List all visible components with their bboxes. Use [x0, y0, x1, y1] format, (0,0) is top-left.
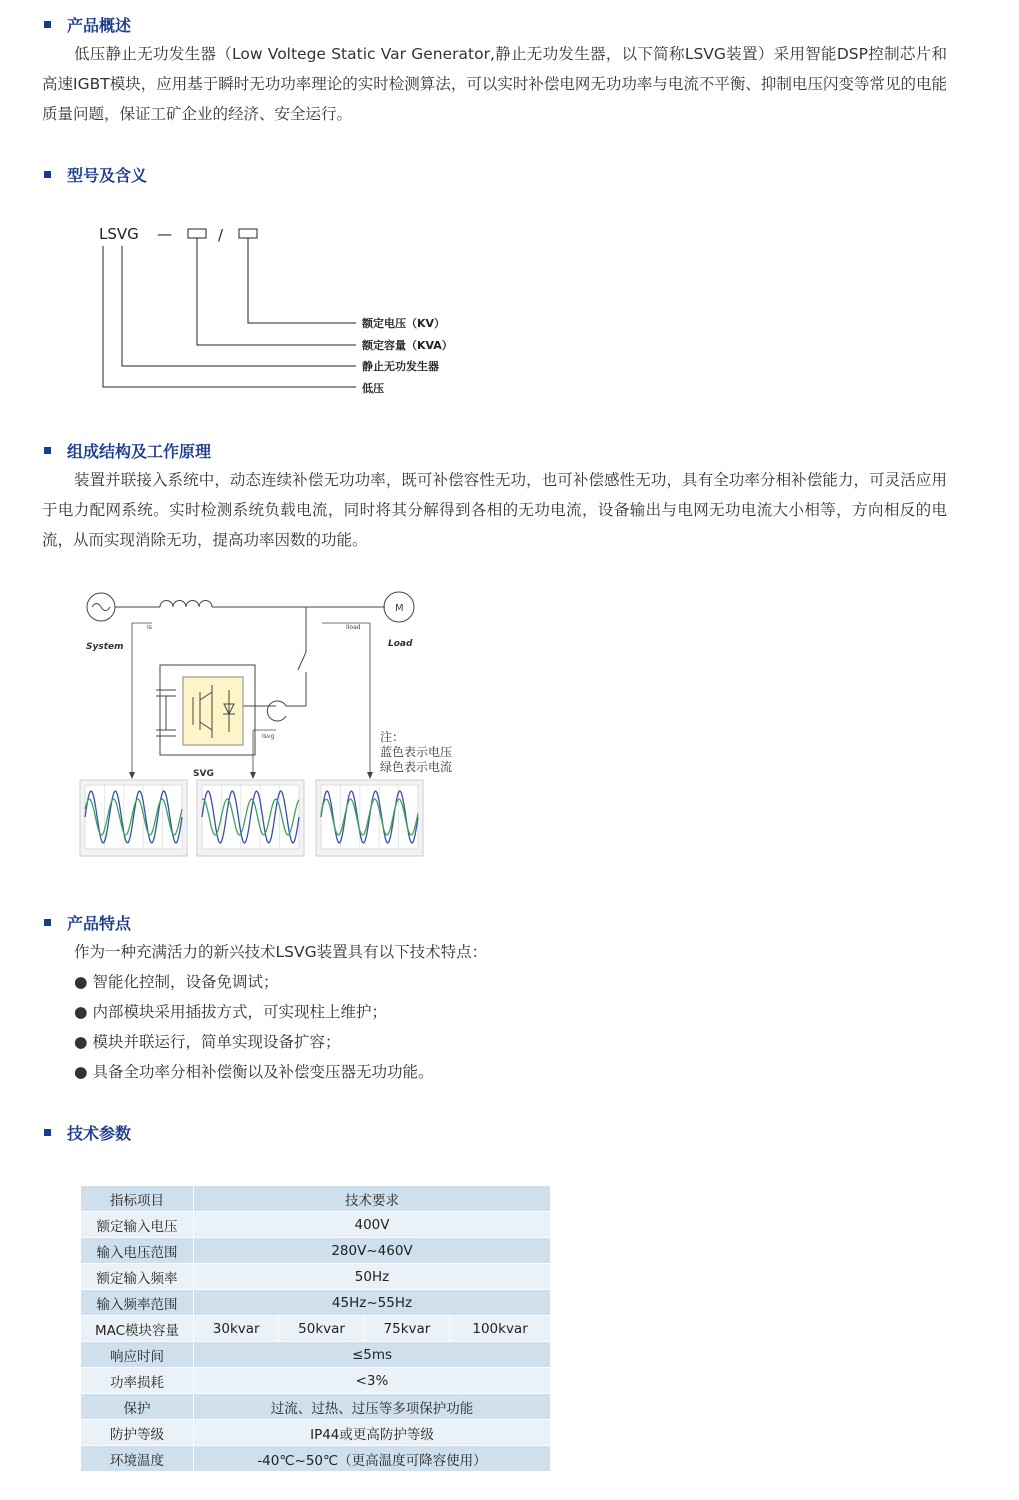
- table-value-cell: 45Hz~55Hz: [194, 1290, 551, 1316]
- section-title: 组成结构及工作原理: [67, 441, 212, 461]
- section-header-structure: [44, 438, 211, 462]
- table-value-cell: <3%: [194, 1368, 551, 1394]
- features-intro: 作为一种充满活力的新兴技术LSVG装置具有以下技术特点：: [74, 943, 488, 961]
- section-title: 技术参数: [67, 1123, 132, 1143]
- square-bullet-icon: [44, 21, 51, 28]
- table-header-row: [81, 1186, 551, 1212]
- table-value-cell: 50Hz: [194, 1264, 551, 1290]
- model-leader-lines: [103, 238, 356, 387]
- label-rated-voltage: 额定电压（KV）: [362, 317, 446, 330]
- voltage-box: [239, 229, 257, 238]
- table-key-cell: 输入电压范围: [81, 1238, 194, 1264]
- table-row: [81, 1420, 551, 1446]
- model-slash: /: [218, 226, 224, 244]
- note-voltage: 蓝色表示电压: [380, 745, 453, 759]
- iload-label: Iload: [346, 624, 361, 631]
- structure-text: 装置并联接入系统中，动态连续补偿无功功率，既可补偿容性无功，也可补偿感性无功，具有全功率分相补偿能力，可灵活应用于电力配网系统。实时检测系统负载电流，同时将其分解得到各相的无功电流，设备输出与电网无功电流大小相等，方向相反的电流，从而实现消除无功，提高功率因数的功能。: [42, 471, 947, 549]
- igbt-module-icon: [183, 677, 243, 745]
- section-title: 产品特点: [67, 913, 132, 933]
- circuit-diagram: [0, 580, 480, 865]
- motor-label: M: [395, 603, 404, 614]
- waveform-panels: [80, 780, 423, 856]
- list-item: [74, 1027, 487, 1057]
- table-value-cell: -40℃~50℃（更高温度可降容使用）: [194, 1446, 551, 1472]
- overview-text: 低压静止无功发生器（Low Voltege Static Var Generator,静止无功发生器，以下简称LSVG装置）采用智能DSP控制芯片和高速IGBT模块，应用基于瞬时无功功率理论的实时检测算法，可以实时补偿电网无功功率与电流不平衡、抑制电压闪变等常见的电能质量问题，保证工矿企业的经济、安全运行。: [42, 45, 947, 123]
- model-code-diagram: [0, 210, 520, 405]
- table-key-cell: 输入频率范围: [81, 1290, 194, 1316]
- overview-paragraph: [42, 39, 947, 129]
- table-key-cell: 额定输入频率: [81, 1264, 194, 1290]
- list-item-text: 内部模块采用插拔方式，可实现柱上维护；: [92, 1003, 387, 1021]
- bullet-icon: ●: [74, 1033, 88, 1051]
- list-item-text: 模块并联运行，简单实现设备扩容；: [92, 1033, 341, 1051]
- table-value-cell: 75kvar: [364, 1316, 449, 1342]
- table-row: [81, 1342, 551, 1368]
- capacity-box: [188, 229, 206, 238]
- table-value-cell: ≤5ms: [194, 1342, 551, 1368]
- list-item: [74, 967, 487, 997]
- table-value-cell: 400V: [194, 1212, 551, 1238]
- table-key-cell: 额定输入电压: [81, 1212, 194, 1238]
- square-bullet-icon: [44, 1129, 51, 1136]
- list-item-text: 具备全功率分相补偿衡以及补偿变压器无功功能。: [92, 1063, 434, 1081]
- table-value-cell: 100kvar: [450, 1316, 551, 1342]
- note-title: 注：: [380, 730, 405, 744]
- label-low-voltage: 低压: [362, 382, 384, 395]
- square-bullet-icon: [44, 171, 51, 178]
- table-header-cell: 技术要求: [194, 1186, 551, 1212]
- is-label: Is: [147, 624, 152, 631]
- structure-paragraph: [42, 465, 947, 555]
- bullet-icon: ●: [74, 1063, 88, 1081]
- load-label: Load: [388, 639, 413, 649]
- list-item: [74, 997, 487, 1027]
- table-row: [81, 1212, 551, 1238]
- list-item: [74, 1057, 487, 1087]
- section-header-features: [44, 910, 131, 934]
- table-value-cell: IP44或更高防护等级: [194, 1420, 551, 1446]
- table-value-cell: 280V~460V: [194, 1238, 551, 1264]
- model-dash: —: [157, 225, 172, 243]
- table-key-cell: 防护等级: [81, 1420, 194, 1446]
- system-label: System: [86, 642, 124, 652]
- table-row: [81, 1238, 551, 1264]
- table-row: [81, 1264, 551, 1290]
- bullet-icon: ●: [74, 1003, 88, 1021]
- note-current: 绿色表示电流: [380, 760, 453, 774]
- table-row: [81, 1446, 551, 1472]
- table-value-cell: 50kvar: [279, 1316, 364, 1342]
- spec-table: [80, 1185, 551, 1472]
- isvg-label: Isvg: [262, 733, 275, 740]
- inductor-icon: [160, 601, 212, 608]
- table-key-cell: 保护: [81, 1394, 194, 1420]
- section-title: 产品概述: [67, 15, 132, 35]
- table-key-cell: 功率损耗: [81, 1368, 194, 1394]
- table-row: [81, 1394, 551, 1420]
- features-list: [74, 937, 487, 1087]
- ct-sensor-icon: [267, 701, 286, 721]
- square-bullet-icon: [44, 447, 51, 454]
- bullet-icon: ●: [74, 973, 88, 991]
- table-key-cell: 响应时间: [81, 1342, 194, 1368]
- square-bullet-icon: [44, 919, 51, 926]
- table-key-cell: 环境温度: [81, 1446, 194, 1472]
- model-code: LSVG: [99, 225, 139, 243]
- section-header-model: [44, 162, 147, 186]
- table-header-cell: 指标项目: [81, 1186, 194, 1212]
- label-svg: 静止无功发生器: [362, 360, 439, 373]
- list-item-text: 智能化控制，设备免调试；: [92, 973, 279, 991]
- table-key-cell: MAC模块容量: [81, 1316, 194, 1342]
- table-row: [81, 1316, 551, 1342]
- section-header-params: [44, 1120, 131, 1144]
- label-rated-capacity: 额定容量（KVA）: [362, 339, 453, 352]
- table-value-cell: 30kvar: [194, 1316, 279, 1342]
- section-title: 型号及含义: [67, 165, 148, 185]
- section-header-overview: [44, 12, 131, 36]
- table-value-cell: 过流、过热、过压等多项保护功能: [194, 1394, 551, 1420]
- table-row: [81, 1368, 551, 1394]
- switch-icon: [298, 652, 306, 670]
- svg-label: SVG: [193, 769, 214, 779]
- table-row: [81, 1290, 551, 1316]
